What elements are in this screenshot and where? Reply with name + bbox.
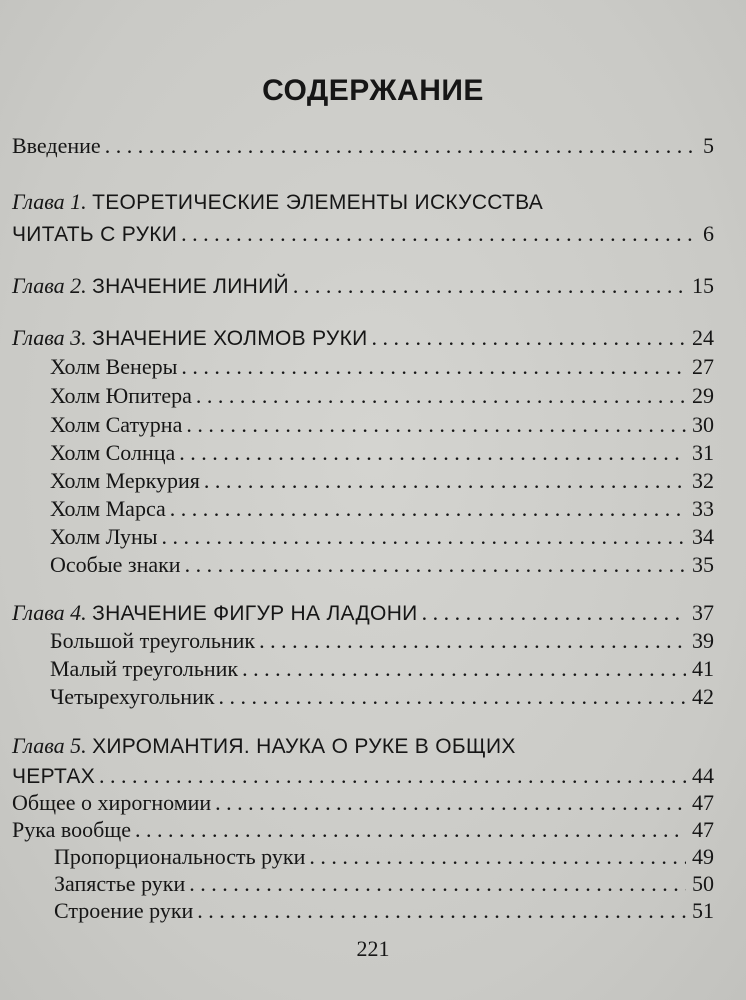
- toc-subsection-label: Строение руки: [54, 898, 194, 923]
- toc-chapter-2[interactable]: [12, 271, 714, 301]
- toc-section-label: Холм Сатурна: [50, 412, 183, 437]
- toc-section-label: Холм Луны: [50, 524, 158, 549]
- chapter-title: ЗНАЧЕНИЕ ФИГУР НА ЛАДОНИ: [92, 602, 418, 625]
- toc-section-label: Холм Меркурия: [50, 468, 200, 493]
- toc-page-number: 47: [692, 817, 714, 842]
- toc-page-number: 44: [692, 763, 714, 788]
- dot-leader: [219, 682, 686, 712]
- toc-page-number: 37: [692, 600, 714, 625]
- chapter-label: Глава 2.: [12, 273, 87, 298]
- toc-section-label: Особые знаки: [50, 552, 181, 577]
- toc-page-number: 35: [692, 552, 714, 577]
- toc-chapter-4[interactable]: [12, 598, 714, 628]
- dot-leader: [293, 271, 686, 301]
- toc-section[interactable]: [12, 522, 714, 552]
- page-title: СОДЕРЖАНИЕ: [262, 74, 484, 107]
- chapter-title: ТЕОРЕТИЧЕСКИЕ ЭЛЕМЕНТЫ ИСКУССТВА: [92, 191, 544, 214]
- toc-subsection[interactable]: [12, 869, 714, 899]
- toc-page-number: 49: [692, 844, 714, 869]
- toc-section[interactable]: [12, 410, 714, 440]
- toc-page-number: 32: [692, 468, 714, 493]
- toc-page-number: 33: [692, 496, 714, 521]
- toc-section-label: Общее о хирогномии: [12, 790, 212, 815]
- toc-section-label: Холм Венеры: [50, 354, 178, 379]
- toc-section[interactable]: [12, 466, 714, 496]
- chapter-title: ХИРОМАНТИЯ. НАУКА О РУКЕ В ОБЩИХ: [92, 735, 516, 758]
- toc-section-label: Малый треугольник: [50, 656, 239, 681]
- toc-subsection[interactable]: [12, 896, 714, 926]
- chapter-title-continued: ЧЕРТАХ: [12, 765, 96, 788]
- chapter-title-continued: ЧИТАТЬ С РУКИ: [12, 223, 178, 246]
- toc-section[interactable]: [12, 438, 714, 468]
- dot-leader: [259, 626, 686, 656]
- dot-leader: [162, 522, 686, 552]
- dot-leader: [422, 598, 686, 628]
- toc-page-number: 50: [692, 871, 714, 896]
- chapter-label: Глава 3.: [12, 325, 87, 350]
- toc-section-label: Холм Марса: [50, 496, 166, 521]
- toc-section[interactable]: [12, 626, 714, 656]
- toc-section[interactable]: [12, 682, 714, 712]
- dot-leader: [189, 869, 686, 899]
- toc-page-number: 41: [692, 656, 714, 681]
- toc-section-label: Большой треугольник: [50, 628, 256, 653]
- dot-leader: [197, 896, 686, 926]
- toc-section[interactable]: [12, 381, 714, 411]
- toc-page-number: 42: [692, 684, 714, 709]
- toc-page-number: 24: [692, 325, 714, 350]
- toc-section[interactable]: [12, 788, 714, 818]
- toc-subsection-label: Запястье руки: [54, 871, 186, 896]
- chapter-title: ЗНАЧЕНИЕ ЛИНИЙ: [92, 275, 289, 298]
- dot-leader: [135, 815, 686, 845]
- toc-section[interactable]: [12, 550, 714, 580]
- chapter-label: Глава 5.: [12, 733, 87, 758]
- toc-page-number: 6: [703, 221, 714, 246]
- dot-leader: [170, 494, 686, 524]
- dot-leader: [186, 410, 686, 440]
- dot-leader: [204, 466, 686, 496]
- toc-entry-intro[interactable]: [12, 131, 714, 161]
- dot-leader: [242, 654, 686, 684]
- toc-chapter-5-line2[interactable]: [12, 761, 714, 791]
- toc-subsection-label: Пропорциональность руки: [54, 844, 306, 869]
- toc-page-number: 15: [692, 273, 714, 298]
- toc-section-label: Четырехугольник: [50, 684, 215, 709]
- dot-leader: [181, 352, 686, 382]
- toc-page-number: 47: [692, 790, 714, 815]
- toc-chapter-3[interactable]: [12, 323, 714, 353]
- dot-leader: [99, 761, 686, 791]
- dot-leader: [309, 842, 686, 872]
- toc-page-number: 27: [692, 354, 714, 379]
- dot-leader: [105, 131, 697, 161]
- toc-entry-label: Введение: [12, 133, 101, 158]
- dot-leader: [372, 323, 687, 353]
- toc-chapter-1-line1[interactable]: [12, 187, 714, 217]
- toc-section[interactable]: [12, 494, 714, 524]
- toc-section-label: Рука вообще: [12, 817, 131, 842]
- toc-section-label: Холм Солнца: [50, 440, 176, 465]
- toc-page-number: 34: [692, 524, 714, 549]
- toc-page-number: 51: [692, 898, 714, 923]
- toc-page-number: 29: [692, 383, 714, 408]
- page-number-footer: 221: [356, 936, 390, 961]
- dot-leader: [196, 381, 686, 411]
- toc-page-number: 30: [692, 412, 714, 437]
- toc-page-number: 5: [703, 133, 714, 158]
- toc-chapter-5-line1[interactable]: [12, 731, 714, 761]
- dot-leader: [215, 788, 686, 818]
- toc-section-label: Холм Юпитера: [50, 383, 192, 408]
- dot-leader: [185, 550, 686, 580]
- toc-page-number: 31: [692, 440, 714, 465]
- toc-subsection[interactable]: [12, 842, 714, 872]
- chapter-label: Глава 1.: [12, 189, 87, 214]
- dot-leader: [179, 438, 686, 468]
- toc-chapter-1-line2[interactable]: [12, 219, 714, 249]
- dot-leader: [181, 219, 697, 249]
- toc-section[interactable]: [12, 352, 714, 382]
- chapter-title: ЗНАЧЕНИЕ ХОЛМОВ РУКИ: [92, 327, 368, 350]
- chapter-label: Глава 4.: [12, 600, 87, 625]
- toc-section[interactable]: [12, 654, 714, 684]
- toc-section[interactable]: [12, 815, 714, 845]
- toc-page-number: 39: [692, 628, 714, 653]
